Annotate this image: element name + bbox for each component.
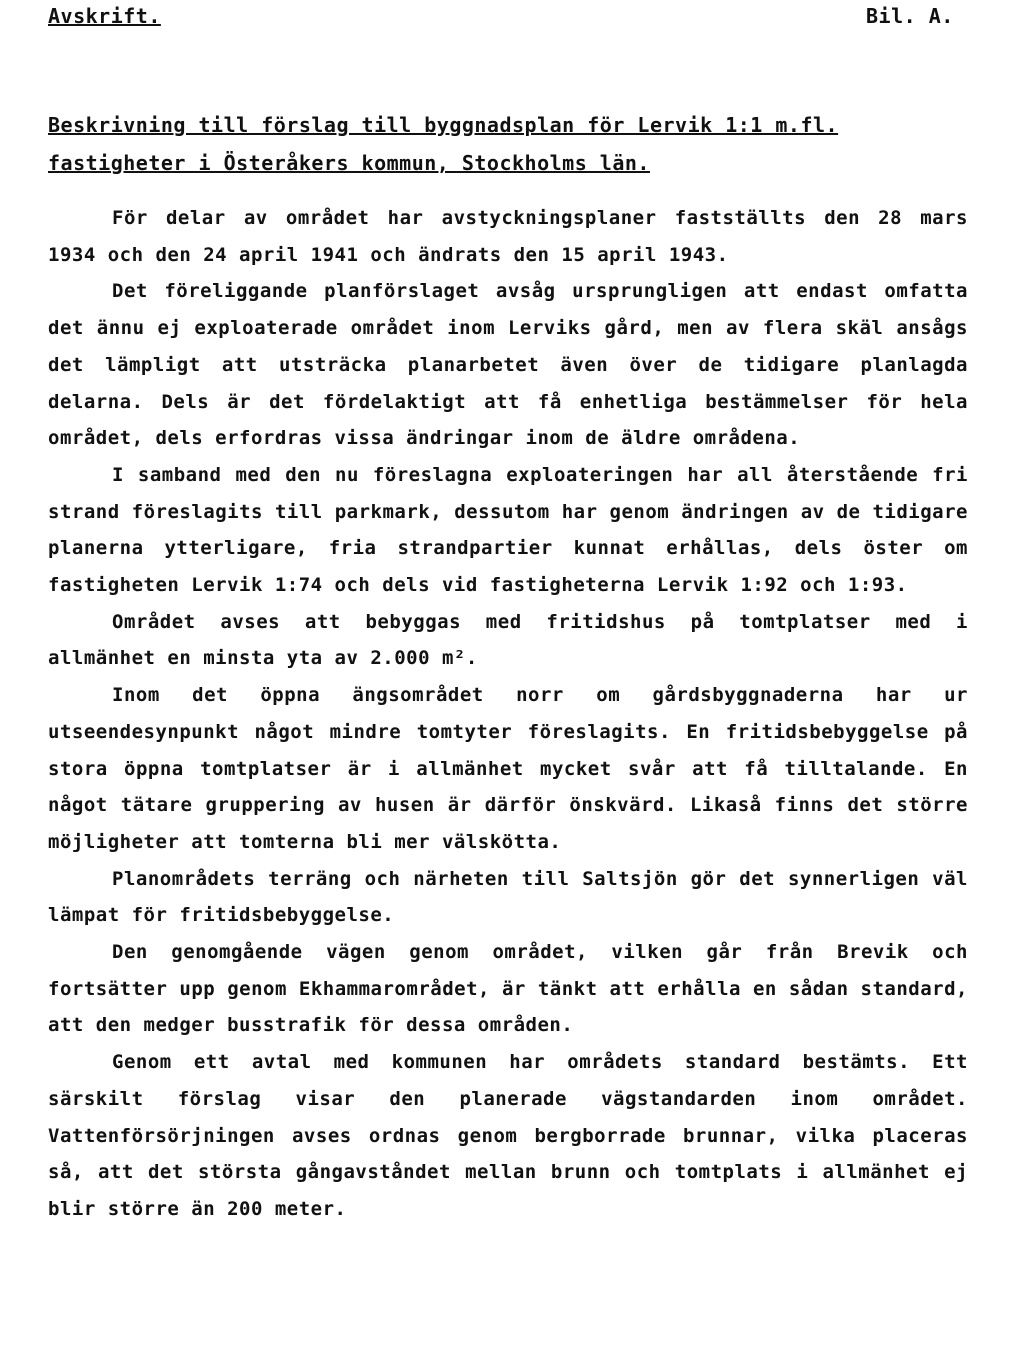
paragraph: Det föreliggande planförslaget avsåg ursprungligen att endast omfatta det ännu ej exploaterade området inom Lerviks gård, men av flera skäl ansågs det lämpligt att utsträcka planarbetet även över de tidigare planlagda delarna. Dels är det fördelaktigt att få enhetliga bestämmelser för hela området, dels erfordras vissa ändringar inom de äldre områdena. <box>48 280 968 450</box>
paragraph: Inom det öppna ängsområdet norr om gårdsbyggnaderna har ur utseendesynpunkt något mindre tomtyter föreslagits. En fritidsbebyggelse på stora öppna tomtplatser är i allmänhet mycket svår att få tilltalande. En något tätare gruppering av husen är därför önskvärd. Likaså finns det större möjligheter att tomterna bli mer välskötta. <box>48 684 968 853</box>
attachment-label: Bil. A. <box>866 4 954 28</box>
document-label: Avskrift. <box>48 4 161 28</box>
paragraph: I samband med den nu föreslagna exploateringen har all återstående fri strand föreslagits till parkmark, dessutom har genom ändringen av de tidigare planerna ytterligare, fria strandpartier kunnat erhållas, dels öster om fastigheten Lervik 1:74 och dels vid fastigheterna Lervik 1:92 och 1:93. <box>48 463 968 597</box>
paragraph: Området avses att bebyggas med fritidshus på tomtplatser med i allmänhet en minsta yta av 2.000 m². <box>48 610 968 670</box>
paragraph: Den genomgående vägen genom området, vilken går från Brevik och fortsätter upp genom Ekhammarområdet, är tänkt att erhålla en sådan standard, att den medger busstrafik för dessa områden. <box>48 941 968 1037</box>
paragraph: För delar av området har avstyckningsplaner fastställts den 28 mars 1934 och den 24 april 1941 och ändrats den 15 april 1943. <box>48 207 968 266</box>
paragraph: Genom ett avtal med kommunen har områdets standard bestämts. Ett särskilt förslag visar den planerade vägstandarden inom området. Vattenförsörjningen avses ordnas genom bergborrade brunnar, vilka placeras så, att det största gångavståndet mellan brunn och tomtplats i allmänhet ej blir större än 200 meter. <box>48 1051 968 1220</box>
paragraph: Planområdets terräng och närheten till Saltsjön gör det synnerligen väl lämpat för fritidsbebyggelse. <box>48 867 968 927</box>
document-body <box>48 200 968 1228</box>
document-title: Beskrivning till förslag till byggnadsplan för Lervik 1:1 m.fl. fastigheter i Österåkers kommun, Stockholms län. <box>48 113 839 175</box>
